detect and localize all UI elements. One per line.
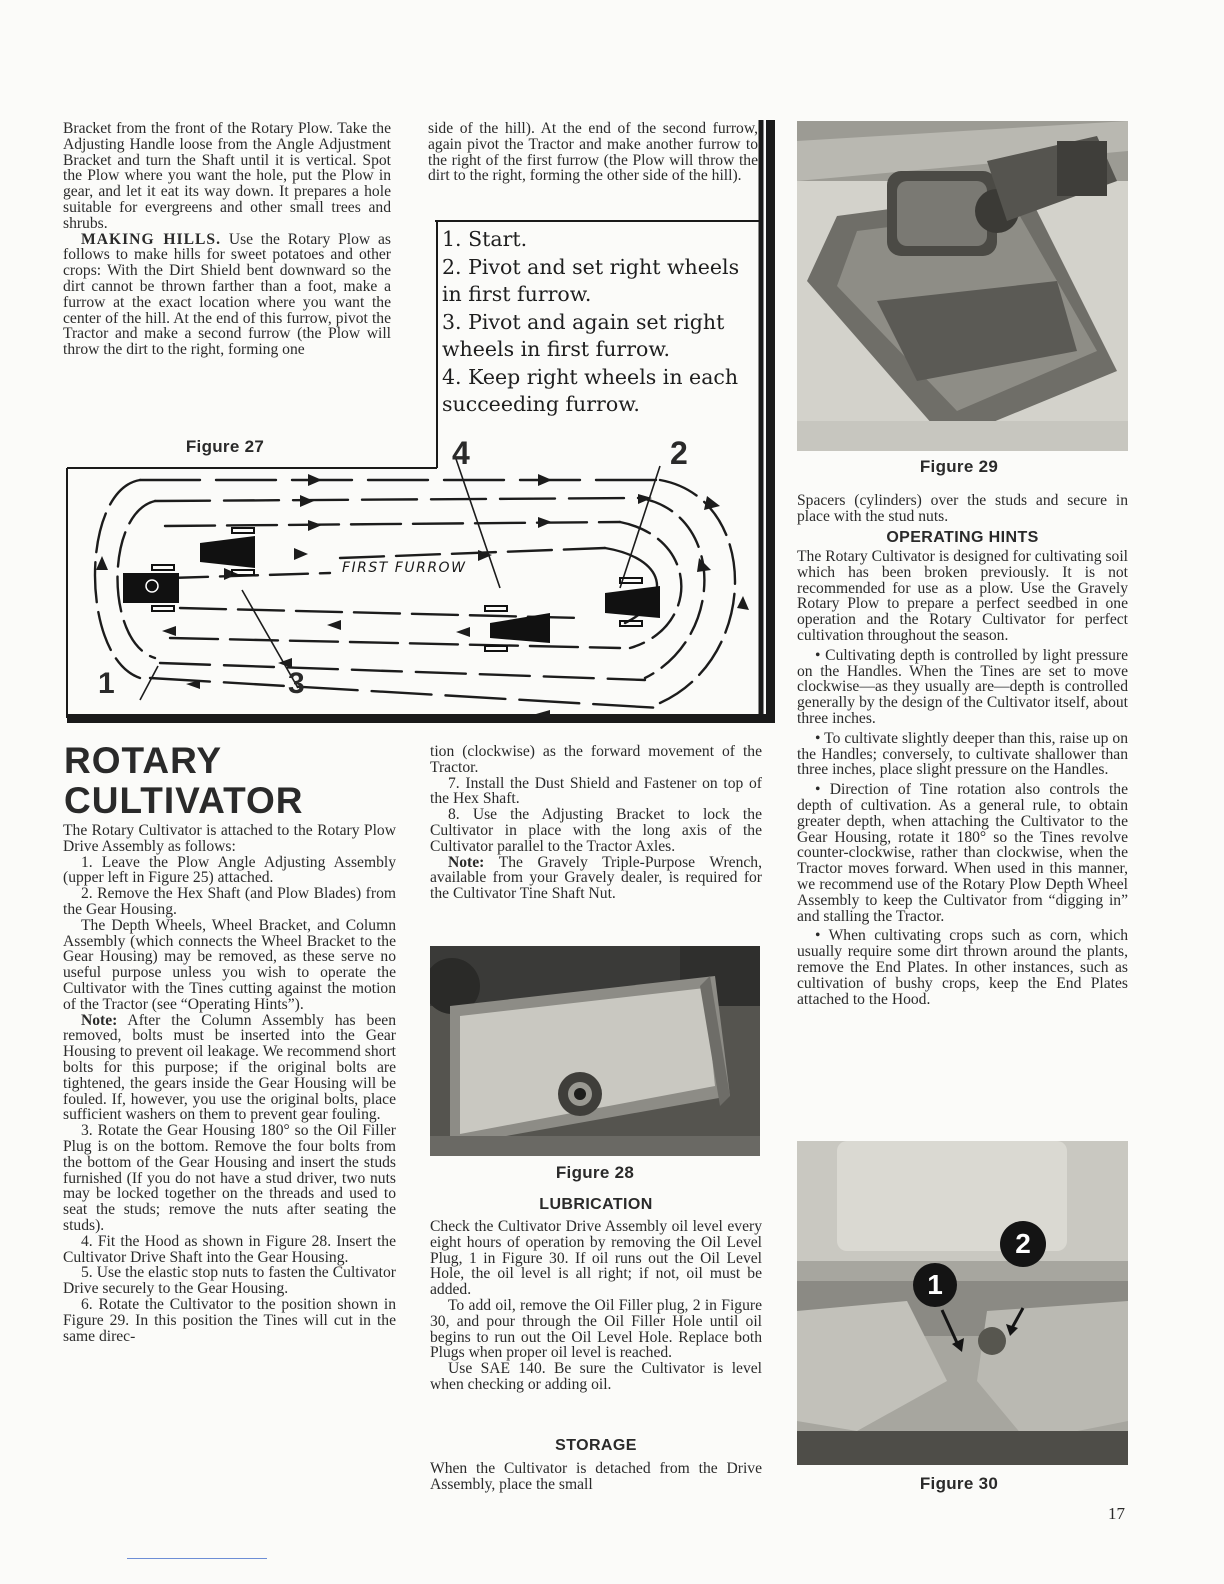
figure28-photo	[430, 946, 760, 1156]
col2-mid-text	[430, 744, 762, 902]
figure27-caption: Figure 27	[185, 437, 265, 456]
callout-2: 2	[1000, 1221, 1046, 1267]
storage-text	[430, 1461, 762, 1493]
col1-bottom-text	[63, 823, 396, 1344]
paragraph: 7. Install the Dust Shield and Fastener on top of the Hex Shaft.	[430, 774, 762, 808]
marker-1: 1	[98, 667, 115, 700]
step-2: 2. Pivot and set right wheels in first furrow.	[442, 254, 740, 306]
col3-text	[797, 493, 1128, 525]
paragraph: The Rotary Cultivator is attached to the Rotary Plow Drive Assembly as follows:	[63, 822, 396, 855]
paragraph: • When cultivating crops such as corn, which usually require some dirt thrown around the plants, remove the End Plates. In other instances, such as cultivation of bushy crops, keep the End Plates attached to the Hood.	[797, 927, 1128, 1008]
bottom-rule	[127, 1558, 267, 1559]
paragraph: 8. Use the Adjusting Bracket to lock the Cultivator in place with the long axis of the Cultivator parallel to the Tractor Axles.	[430, 806, 762, 855]
figure29-caption: Figure 29	[919, 457, 999, 476]
figure27-diagram	[60, 118, 780, 738]
paragraph: 1. Leave the Plow Angle Adjusting Assembly (upper left in Figure 25) attached.	[63, 853, 396, 887]
paragraph: Spacers (cylinders) over the studs and secure in place with the stud nuts.	[797, 492, 1128, 525]
note-lead: Note:	[448, 853, 485, 871]
callout-arrows	[930, 1260, 1030, 1360]
paragraph: Use SAE 140. Be sure the Cultivator is level when checking or adding oil.	[430, 1360, 762, 1393]
operating-hints-text	[797, 549, 1128, 1007]
tractor-icon	[200, 528, 255, 575]
section-title	[64, 741, 304, 821]
making-hills-lead: MAKING HILLS.	[81, 230, 221, 248]
steps-box	[442, 226, 762, 419]
lubrication-text	[430, 1219, 762, 1393]
note-lead: Note:	[81, 1011, 118, 1029]
paragraph: To add oil, remove the Oil Filler plug, 2 in Figure 30, and pour through the Oil Filler Hole until oil begins to run out the Oil Level Hole. Replace both Plugs when proper oil level is reached.	[430, 1296, 762, 1362]
operating-hints-heading: OPERATING HINTS	[886, 529, 1039, 546]
figure29-photo	[797, 121, 1128, 451]
paragraph: The Rotary Cultivator is designed for cultivating soil which has been broken previously. It is not recommended for use as a plow. Use the Gravely Rotary Plow to prepare a perfect seedbed in one operation and the Rotary Cultivator for perfect cultivation throughout the season.	[797, 548, 1128, 644]
tractor-icon	[123, 565, 179, 611]
paragraph: tion (clockwise) as the forward movement of the Tractor.	[430, 743, 762, 776]
paragraph: 4. Fit the Hood as shown in Figure 28. Insert the Cultivator Drive Shaft into the Gear Housing.	[63, 1232, 396, 1266]
marker-2: 2	[670, 435, 688, 471]
paragraph: • Cultivating depth is controlled by light pressure on the Handles. When the Tines are set to move clockwise—as they usually are—depth is controlled generally by the design of the Cultivator itself, about three inches.	[797, 646, 1128, 727]
step-3: 3. Pivot and again set right wheels in first furrow.	[442, 309, 725, 361]
storage-heading: STORAGE	[555, 1437, 637, 1454]
paragraph: When the Cultivator is detached from the Drive Assembly, place the small	[430, 1460, 762, 1493]
paragraph: 3. Rotate the Gear Housing 180° so the Oil Filler Plug is on the bottom. Remove the four bolts from the bottom of the Gear Housing and insert the studs furnished (If you do not have a stud driver, two nuts may be locked together on the threads and used to seat the studs; remove the nuts after seating the studs).	[63, 1122, 396, 1234]
frame-bottom-bar	[67, 714, 775, 723]
note-paragraph	[63, 1013, 396, 1124]
paragraph: side of the hill). At the end of the second furrow, again pivot the Tractor and make another furrow to the right of the first furrow (the Plow will throw the dirt to the right, forming the other side of the hill).	[428, 120, 758, 185]
step-1: 1. Start.	[442, 227, 528, 251]
paragraph: • Direction of Tine rotation also controls the depth of cultivation. As a general rule, to obtain greater depth, when attaching the Cultivator to the Gear Housing, rotate it 180° so the Tines revolve counter-clockwise, rather than clockwise, when the Tractor moves forward. When used in this manner, we recommend use of the Rotary Plow Depth Wheel Assembly to keep the Cultivator from “digging in” and stalling the Tractor.	[797, 781, 1128, 925]
note-paragraph	[430, 855, 762, 902]
note-text: The Gravely Triple-Purpose Wrench, available from your Gravely dealer, is required for the Cultivator Tine Shaft Nut.	[430, 853, 762, 903]
making-hills-text: Use the Rotary Plow as follows to make hills for sweet potatoes and other crops: With the Dirt Shield bent downward so the dirt cannot be thrown farther than a foot, make a furrow at the exact location where you want the center of the hill. At the end of this furrow, pivot the Tractor and make a second furrow (the Plow will throw the dirt to the right, forming one	[63, 230, 391, 359]
marker-4: 4	[452, 435, 470, 471]
lubrication-heading: LUBRICATION	[539, 1196, 653, 1213]
figure30-caption: Figure 30	[919, 1474, 999, 1493]
paragraph: The Depth Wheels, Wheel Bracket, and Column Assembly (which connects the Wheel Bracket to the Gear Housing) may be removed, as these serve no useful purpose unless you wish to operate the Cultivator with the Tines cutting against the motion of the Tractor (see “Operating Hints”).	[63, 916, 396, 1013]
paragraph: Bracket from the front of the Rotary Plow. Take the Adjusting Handle loose from the Angle Adjustment Bracket and turn the Shaft until it is vertical. Spot the Plow where you want the hole, put the Plow in gear, and let it eat its way down. It prepares a hole suitable for evergreens and other small trees and shrubs.	[63, 120, 391, 232]
marker-3: 3	[288, 667, 305, 700]
step-4: 4. Keep right wheels in each succeeding furrow.	[442, 364, 739, 416]
paragraph: • To cultivate slightly deeper than this, raise up on the Handles; conversely, to cultivate shallower than three inches, place slight pressure on the Handles.	[797, 729, 1128, 779]
note-text: After the Column Assembly has been removed, bolts must be inserted into the Gear Housing to prevent oil leakage. We recommend short bolts for this purpose; if the original bolts are tightened, the gears inside the Gear Housing will be fouled. If, however, you use the original bolts, place sufficient washers on them to prevent gear fouling.	[63, 1011, 396, 1124]
callout-1: 1	[913, 1263, 957, 1307]
paragraph: 6. Rotate the Cultivator to the position shown in Figure 29. In this position the Tines will cut in the same direc-	[63, 1295, 396, 1345]
figure28-caption: Figure 28	[555, 1163, 635, 1182]
title-line-2: CULTIVATOR	[64, 780, 304, 821]
page-number: 17	[1108, 1504, 1125, 1523]
paragraph: 5. Use the elastic stop nuts to fasten the Cultivator Drive securely to the Gear Housing.	[63, 1264, 396, 1298]
title-line-1: ROTARY	[64, 740, 223, 781]
first-furrow-label: FIRST FURROW	[342, 560, 467, 576]
paragraph: Check the Cultivator Drive Assembly oil level every eight hours of operation by removing the Oil Level Plug, 1 in Figure 30. If oil runs out the Oil Level Hole, the oil level is all right; if not, oil must be added.	[430, 1218, 762, 1299]
paragraph: 2. Remove the Hex Shaft (and Plow Blades) from the Gear Housing.	[63, 885, 396, 918]
